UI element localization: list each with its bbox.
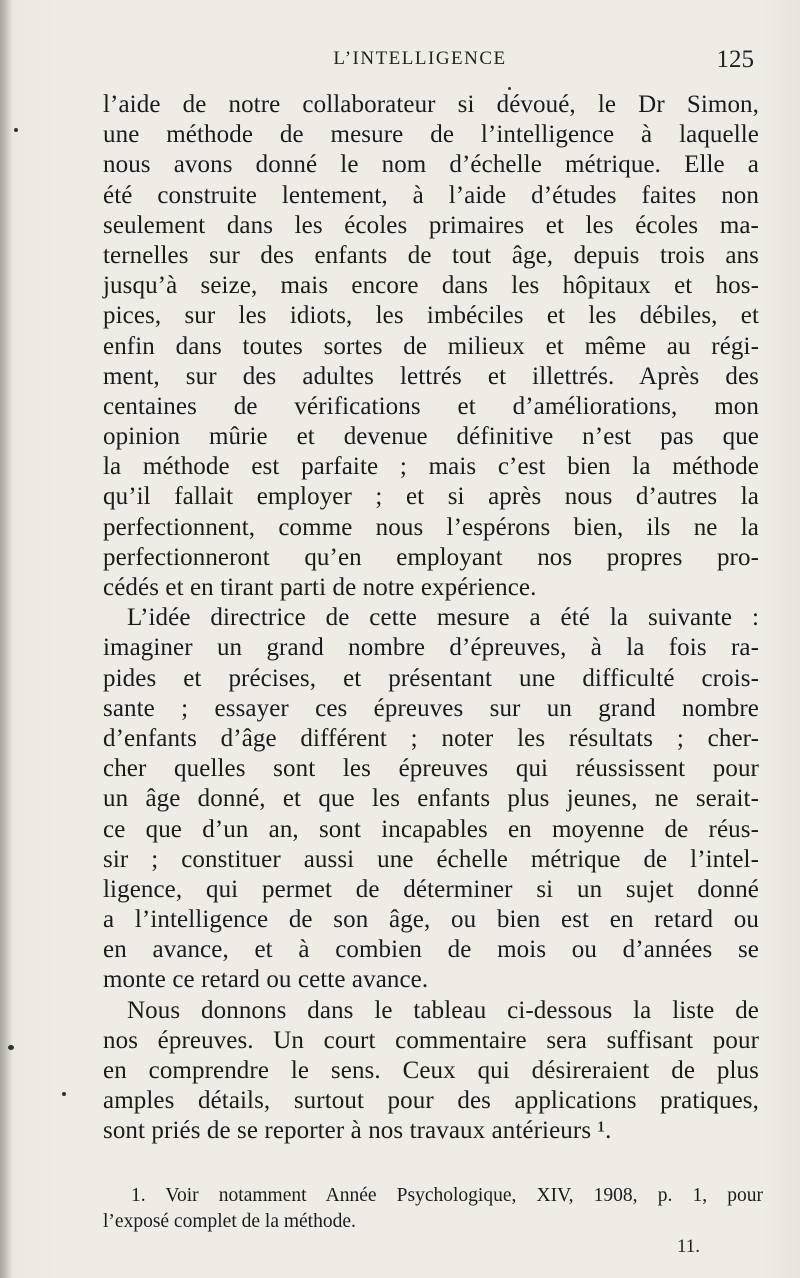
text-line: un âge donné, et que les enfants plus jeunes, ne serait-: [103, 785, 759, 813]
ink-speck: [8, 1045, 14, 1050]
text-line: opinion mûrie et devenue définitive n’est pas que: [103, 423, 759, 451]
text-line: en comprendre le sens. Ceux qui désireraient de plus: [103, 1057, 759, 1084]
text-line: sante ; essayer ces épreuves sur un grand nombre: [103, 694, 759, 722]
text-line: perfectionnent, comme nous l’espérons bien, ils ne la: [103, 513, 759, 541]
signature-mark: 11.: [676, 1236, 700, 1257]
page-number: 125: [716, 46, 754, 73]
text-line: d’enfants d’âge différent ; noter les résultats ; cher-: [103, 724, 759, 752]
paragraph-start-line: L’idée directrice de cette mesure a été la suivante :: [127, 604, 759, 632]
text-line: cédés et en tirant parti de notre expérience.: [103, 574, 537, 601]
ink-speck: [62, 1092, 66, 1096]
paragraph-start-line: Nous donnons dans le tableau ci-dessous la liste de: [127, 996, 759, 1024]
text-line: nos épreuves. Un court commentaire sera suffisant pour: [103, 1026, 759, 1054]
text-line: sir ; constituer aussi une échelle métrique de l’intel-: [103, 845, 759, 873]
text-line: ligence, qui permet de déterminer si un sujet donné: [103, 875, 759, 903]
text-line: cher quelles sont les épreuves qui réussissent pour: [103, 755, 759, 783]
text-line: ternelles sur des enfants de tout âge, depuis trois ans: [103, 241, 759, 269]
body-text: [103, 90, 759, 1147]
footnote-line: 1. Voir notamment Année Psychologique, XIV, 1908, p. 1, pour: [131, 1185, 763, 1206]
text-line: imaginer un grand nombre d’épreuves, à la fois ra-: [103, 634, 759, 662]
ink-speck: [14, 128, 18, 132]
text-line: l’aide de notre collaborateur si dévoué, le Dr Simon,: [103, 91, 759, 118]
text-line: a l’intelligence de son âge, ou bien est en retard ou: [103, 906, 759, 934]
running-title: L’INTELLIGENCE: [333, 48, 507, 69]
text-line: amples détails, surtout pour des applications pratiques,: [103, 1087, 759, 1115]
text-line: été construite lentement, à l’aide d’études faites non: [103, 181, 759, 209]
text-line: seulement dans les écoles primaires et les écoles ma-: [103, 211, 759, 239]
text-line: sont priés de se reporter à nos travaux antérieurs ¹.: [103, 1117, 612, 1145]
running-head: [0, 46, 800, 76]
text-line: pices, sur les idiots, les imbéciles et les débiles, et: [103, 302, 759, 330]
text-line: pides et précises, et présentant une difficulté crois-: [103, 664, 759, 692]
text-line: nous avons donné le nom d’échelle métrique. Elle a: [103, 151, 759, 179]
text-line: ment, sur des adultes lettrés et illettrés. Après des: [103, 362, 759, 390]
text-line: monte ce retard ou cette avance.: [103, 966, 429, 994]
text-line: ce que d’un an, sont incapables en moyenne de réus-: [103, 815, 759, 843]
text-line: la méthode est parfaite ; mais c’est bien la méthode: [103, 453, 759, 481]
page-edge-shadow: [0, 0, 12, 1278]
text-line: perfectionneront qu’en employant nos propres pro-: [103, 543, 759, 571]
text-line: jusqu’à seize, mais encore dans les hôpitaux et hos-: [103, 272, 759, 300]
text-line: enfin dans toutes sortes de milieux et même au régi-: [103, 332, 759, 360]
text-line: une méthode de mesure de l’intelligence à laquelle: [103, 121, 759, 149]
footnote-line: l’exposé complet de la méthode.: [103, 1211, 356, 1232]
text-line: qu’il fallait employer ; et si après nous d’autres la: [103, 483, 759, 511]
ink-speck: [508, 87, 511, 90]
text-line: centaines de vérifications et d’améliorations, mon: [103, 392, 759, 420]
text-line: en avance, et à combien de mois ou d’années se: [103, 936, 759, 964]
footnote: [103, 1183, 763, 1235]
